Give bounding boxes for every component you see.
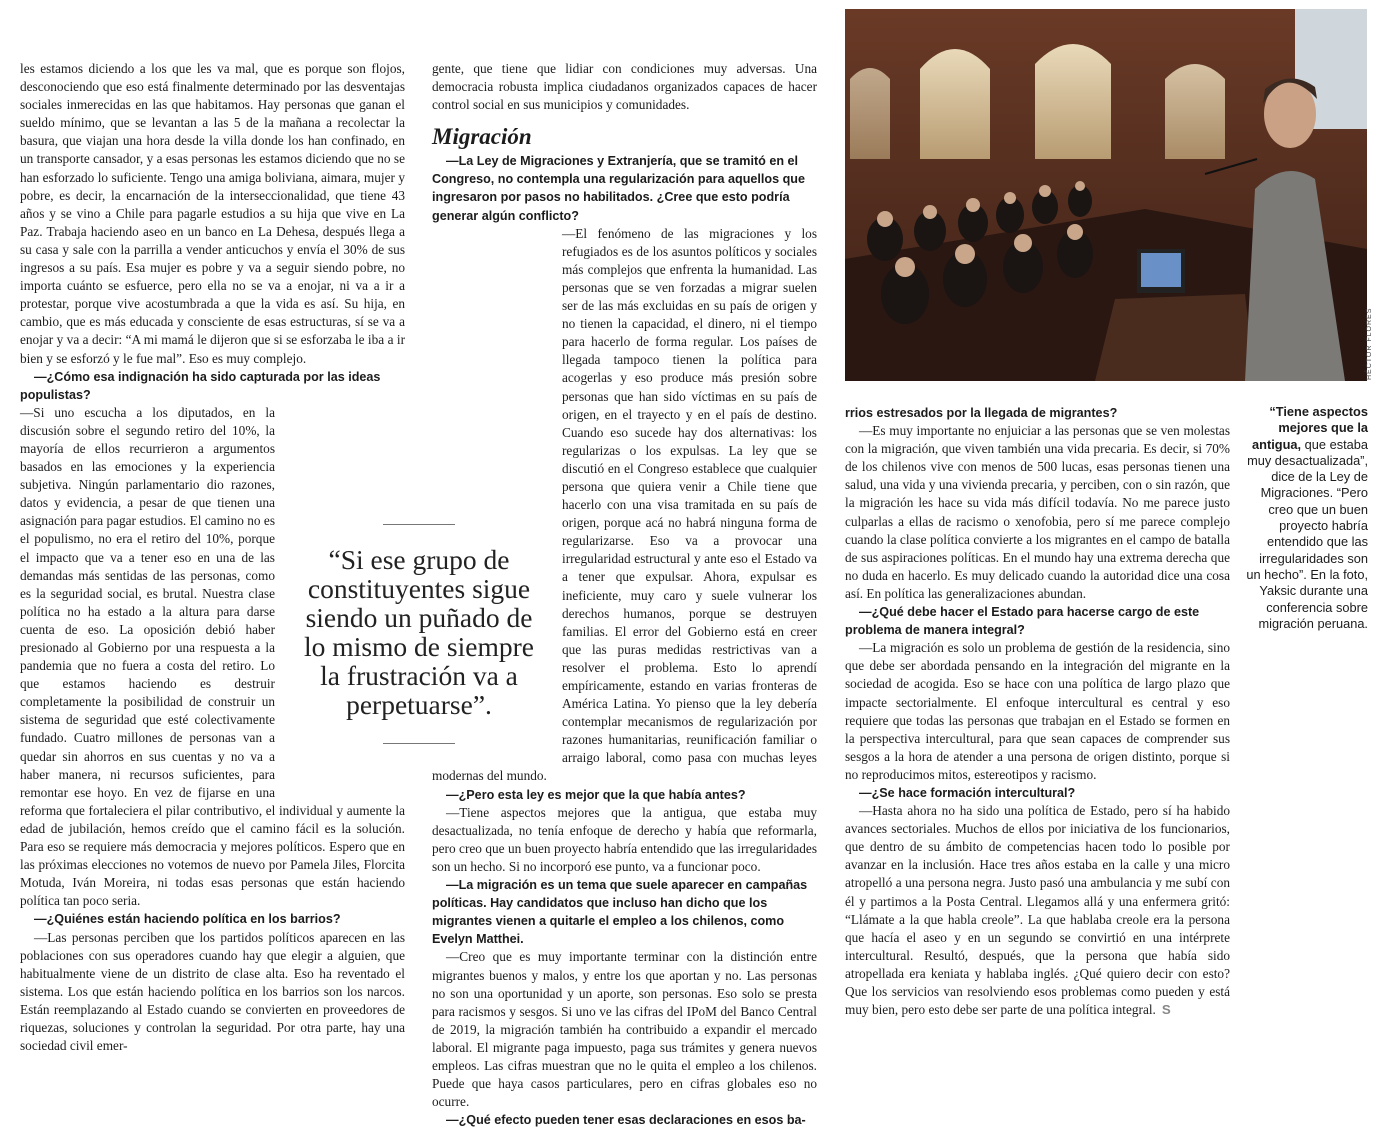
interview-question: —¿Quiénes están haciendo política en los barrios?: [34, 912, 341, 927]
conference-photo: [845, 9, 1367, 381]
interview-question: —¿Se hace formación intercultural?: [859, 785, 1076, 800]
interview-answer: —Creo que es muy importante terminar con la distinción entre migrantes buenos y malos, y entre los que aportan y no. Las personas no son una oportunidad y un aporte, son personas. Eso solo se presta para racismos y sesgos. Si uno ve las cifras del IPoM del Banco Central de 2019, la migración también ha contribuido a expandir el mercado laboral. El migrante paga impuesto, paga sus trámites y genera nuevos empleos. Las cifras muestran que no le quita el empleo a los chilenos. Puede que haya casos particulares, pero en cifras globales eso no ocurre.: [432, 949, 817, 1110]
answer-text: —Hasta ahora no ha sido una política de Estado, pero sí ha habido avances sectoriales. Muchos de ellos por iniciativa de los funcionarios, que dentro de su ámbito de competencias hacen todo lo posible por avanzar en la inclusión. Hace tres años estaba en la calle y una micro atropelló a una persona negra. Justo pasó una ambulancia y me subí con él y partimos a la Posta Central. Llegamos allá y una enfermera gritó: “Llámate a la que habla creole”. La que hablaba creole era la persona que hacía el aseo y en un segundo se convirtió en una intérprete intercultural. Resultó, después, que la persona que había sido atropellada era keniata y hablaba inglés. ¿Qué quiero decir con esto? Que los servicios van resolviendo esos problemas como pueden y está muy bien, pero esto debe ser parte de una política integral.: [845, 803, 1230, 1018]
column-3: [845, 404, 1230, 1019]
interview-question: —¿Qué efecto pueden tener esas declaraciones en esos ba-: [446, 1113, 806, 1128]
caption-text: que estaba muy desactualizada”, dice de la Ley de Migraciones. “Pero creo que un buen proyecto habría entendido que las irregularidades son un hecho”. En la foto, Yaksic durante una conferencia sobre migración peruana.: [1246, 436, 1368, 631]
interview-question: —La migración es un tema que suele aparecer en campañas políticas. Hay candidatos que incluso han dicho que los migrantes vienen a quitarle el empleo a los chilenos, como Evelyn Matthei.: [432, 878, 808, 947]
photo-caption: [1242, 404, 1368, 632]
interview-question-continued: rrios estresados por la llegada de migrantes?: [845, 406, 1118, 420]
interview-answer: —Si uno escucha a los diputados, en la discusión sobre el segundo retiro del 10%, la mayoría de ellos recurrieron a argumentos basados en las emociones y la experiencia subjetiva. Ningún parlamentario dio razones, datos y evidencia, a pesar de que tienen una asignación para pagar estudios. El camino no es el populismo, no era el retiro del 10%, porque el impacto que va a tener eso en una de las demandas más sentidas de las personas, como es la seguridad social, es brutal. Nuestra clase política no ha estado a la altura para darse cuenta de eso. La oposición debió haber presionado al Gobierno por una respuesta a la pandemia que no fuera a costa del retiro. Lo que estamos haciendo es destruir completamente la posibilidad de construir un sistema de seguridad que esté colectivamente fundado. Cuatro millones de personas van a quedar sin ahorros en sus cuentas y no va a haber manera, ni recursos suficientes, para remontar ese hoyo. En vez de fijarse en una reforma que fortaleciera el pilar contributivo, el individual y aumente la edad de jubilación, hemos creído que el camino fácil es la solución. Para eso se requiere más democracia y mejores políticos. Espero que en las próximas elecciones no votemos de nuevo por Pamela Jiles, Florcita Motuda, Iván Moreira, ni todas esas personas que están haciendo política tan poco seria.: [20, 404, 405, 909]
interview-answer: —La migración es solo un problema de gestión de la residencia, sino que debe ser abordada pensando en la integración del migrante en la sociedad de acogida. Eso se hace con una política de largo plazo que impacte sectorialmente. El enfoque intercultural es central y eso requiere que todas las personas que trabajan en el Estado se formen en la perspectiva intercultural, para que sean capaces de comprender sus sesgos a la hora de atender a una persona de origen distinto, porque si no reproducimos mitos, estereotipos y racismo.: [845, 640, 1230, 782]
interview-answer: [845, 802, 1230, 1019]
interview-question: —¿Cómo esa indignación ha sido capturada por las ideas populistas?: [20, 369, 381, 402]
interview-question: —¿Pero esta ley es mejor que la que había antes?: [446, 787, 746, 802]
interview-answer: —Tiene aspectos mejores que la antigua, que estaba muy desactualizada, no tenía enfoque de derecho y había que reformarla, pero creo que un buen proyecto habría entendido que las irregularidades son un hecho. Si no incorporó ese punto, va a funcionar poco.: [432, 804, 817, 874]
conference-photo-illustration: [845, 9, 1367, 381]
interview-answer: —Es muy importante no enjuiciar a las personas que se ven molestas con la migración, que viven también una vida precaria. Es decir, si 70% de los chilenos vive con menos de 500 lucas, esas personas tienen una salud, una vida y una vivienda precaria, y perciben, con o sin razón, que la migración les hace su vida más difícil todavía. No me parece justo culparlas a ellas de racismo o xenofobia, pero sí me parece complejo cuando la clase política convierte a los migrantes en el campo de batalla de sus aspiraciones políticas. En el mundo hay una extrema derecha que no duda en hacerlo. Es muy delicado cuando la autoridad dice una cosa así. En política las generalizaciones abundan.: [845, 423, 1230, 601]
interview-question: —¿Qué debe hacer el Estado para hacerse cargo de este problema de manera integral?: [845, 605, 1200, 638]
body-paragraph: les estamos diciendo a los que les va mal, que es porque son flojos, desconociendo que eso está finalmente determinado por las desventajas sociales inmerecidas en las que habitamos. Hay personas que ganan el sueldo mínimo, que se levantan a las 5 de la mañana a recolectar la basura, que viajan una hora desde la villa donde los han confinado, en un transporte cansador, y a esas personas les estamos diciendo que no se han esforzado lo suficiente. Tengo una amiga boliviana, aimara, mujer y pobre, es decir, la encarnación de la interseccionalidad, que tiene 43 años y se vino a Chile para pagarle estudios a su hija que vive en La Paz. Trabaja haciendo aseo en un banco en La Dehesa, después llega a su casa y sale con la parrilla a vender anticuchos y envía el 30% de sus ingresos a su país. Esa mujer es pobre y va a seguir siendo pobre, no importa cuánto se esfuerce, pero ella no se va a enojar, ni va a ir a protestar, porque vive acostumbrada a que la vida es así. Su hija, en cambio, que es más educada y consciente de esas estructuras, sí se va a enojar y va a decir: “A mi mamá le dijeron que si se esforzaba le iba a ir bien y se esforzó y le fue mal”. Eso es muy complejo.: [20, 61, 405, 366]
pull-quote-text: “Si ese grupo de constituyentes sigue siendo un puñado de lo mismo de siempre la frustración va a perpetuarse”.: [304, 544, 534, 720]
end-of-article-mark: S: [1161, 1002, 1171, 1018]
section-heading: Migración: [432, 124, 532, 150]
interview-answer: —El fenómeno de las migraciones y los refugiados es de los asuntos políticos y sociales más complejos que enfrenta la humanidad. Las personas que se ven forzadas a migrar suelen ser de las más excluidas en su país de origen y no tienen la capacidad, el dinero, ni el tiempo para hacerlo de forma regular. Los países de llegada tampoco tienen la política para acogerlas y eso produce más presión sobre personas que han sido víctimas en su país de origen, en el trayecto y en el país de destino. Cuando eso sucede hay dos alternativas: los regularizas o los expulsas. La ley que se discutió en el Congreso establece que cualquier persona que quiera venir a Chile tiene que hacerlo con una visa tramitada en su país de origen, porque acá no habrá ninguna forma de regularizarse. Eso va a provocar una irregularidad estructural y ante eso el Estado va a tener que expulsar. Ahora, expulsar es ineficiente, muy caro y suele vulnerar los derechos humanos, porque se destruyen familias. El error del Gobierno está en creer que las puras medidas restrictivas van a resolver el problema. Esto lo aprendí empíricamente, estando en varias fronteras de América Latina. Yo pienso que la ley debería contemplar mecanismos de regularización por razones humanitarias, reunificación familiar o arraigo laboral, como pasa con muchas leyes modernas del mundo.: [432, 225, 817, 784]
pullquote-rule-bottom: [383, 743, 455, 744]
interview-question: —La Ley de Migraciones y Extranjería, que se tramitó en el Congreso, no contempla una regularización para aquellos que ingresaron por pasos no habilitados. ¿Cree que esto podría generar algún conflicto?: [432, 154, 805, 223]
interview-answer: —Las personas perciben que los partidos políticos aparecen en las poblaciones con sus operadores cuando hay que elegir a alguien, que habitualmente viene de un distrito de clase alta. Eso ha reventado el sistema. Los que están haciendo política en los barrios son los narcos. Están reemplazando al Estado cuando se convierten en proveedores de riquezas, soluciones y controlan la seguridad. Por otra parte, hay una sociedad civil emer-: [20, 929, 405, 1054]
body-paragraph: gente, que tiene que lidiar con condiciones muy adversas. Una democracia robusta implica ciudadanos organizados capaces de hacer control social en sus municipios y comunidades.: [432, 61, 817, 113]
caption-lead: “Tiene aspectos mejores que la antigua,: [1252, 404, 1368, 452]
photo-credit: HÉCTOR FLORES: [1366, 307, 1373, 380]
pull-quote: [292, 524, 546, 744]
